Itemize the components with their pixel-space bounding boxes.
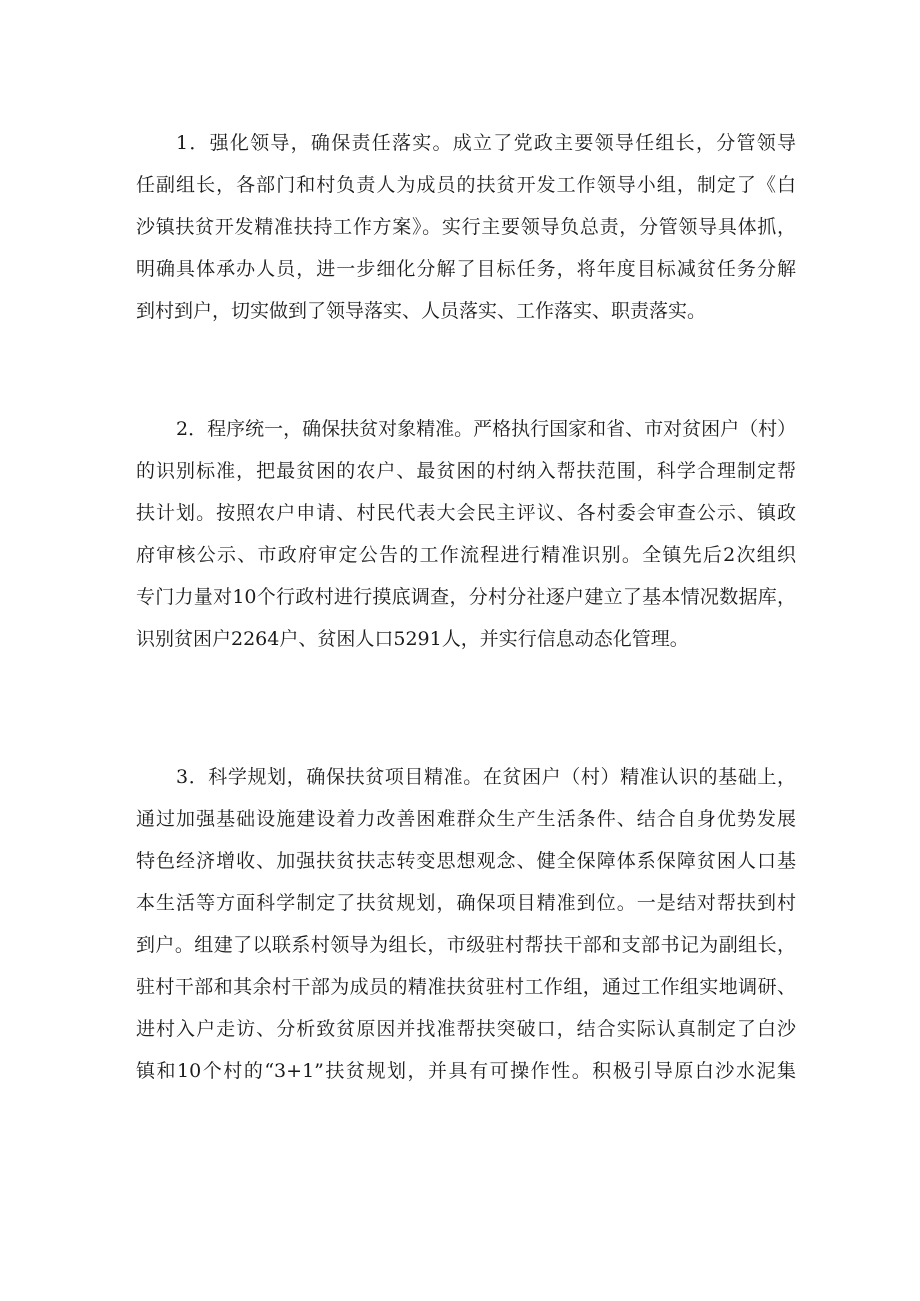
text-line: 3．科学规划，确保扶贫项目精准。在贫困户（村）精准认识的基础上， <box>176 766 796 788</box>
text-line: 府审核公示、市政府审定公告的工作流程进行精准识别。全镇先后2次组织 <box>136 544 796 566</box>
paragraph-1 <box>136 122 796 332</box>
text-line: 的识别标准，把最贫困的农户、最贫困的村纳入帮扶范围，科学合理制定帮 <box>136 460 796 482</box>
text-line: 驻村干部和其余村干部为成员的精准扶贫驻村工作组，通过工作组实地调研、 <box>136 976 796 998</box>
text-line: 到村到户，切实做到了领导落实、人员落实、工作落实、职责落实。 <box>136 300 707 322</box>
text-line: 专门力量对10个行政村进行摸底调查，分村分社逐户建立了基本情况数据库， <box>136 586 796 608</box>
text-line: 2．程序统一，确保扶贫对象精准。严格执行国家和省、市对贫困户（村） <box>176 418 796 440</box>
paragraph-3 <box>136 756 796 1092</box>
text-line: 明确具体承办人员，进一步细化分解了目标任务，将年度目标减贫任务分解 <box>136 258 796 280</box>
text-line: 1．强化领导，确保责任落实。成立了党政主要领导任组长，分管领导 <box>176 132 796 154</box>
text-line: 本生活等方面科学制定了扶贫规划，确保项目精准到位。一是结对帮扶到村 <box>136 892 796 914</box>
text-line: 镇和10个村的“3+1”扶贫规划，并具有可操作性。积极引导原白沙水泥集 <box>136 1060 796 1082</box>
text-line: 沙镇扶贫开发精准扶持工作方案》。实行主要领导负总责，分管领导具体抓， <box>136 216 796 238</box>
text-line: 识别贫困户2264户、贫困人口5291人，并实行信息动态化管理。 <box>136 628 689 650</box>
text-line: 特色经济增收、加强扶贫扶志转变思想观念、健全保障体系保障贫困人口基 <box>136 850 796 872</box>
text-line: 通过加强基础设施建设着力改善困难群众生产生活条件、结合自身优势发展 <box>136 808 796 830</box>
text-line: 扶计划。按照农户申请、村民代表大会民主评议、各村委会审查公示、镇政 <box>136 502 796 524</box>
text-line: 到户。组建了以联系村领导为组长，市级驻村帮扶干部和支部书记为副组长， <box>136 934 796 956</box>
paragraph-2 <box>136 408 796 660</box>
text-line: 进村入户走访、分析致贫原因并找准帮扶突破口，结合实际认真制定了白沙 <box>136 1018 796 1040</box>
text-line: 任副组长，各部门和村负责人为成员的扶贫开发工作领导小组，制定了《白 <box>136 174 796 196</box>
